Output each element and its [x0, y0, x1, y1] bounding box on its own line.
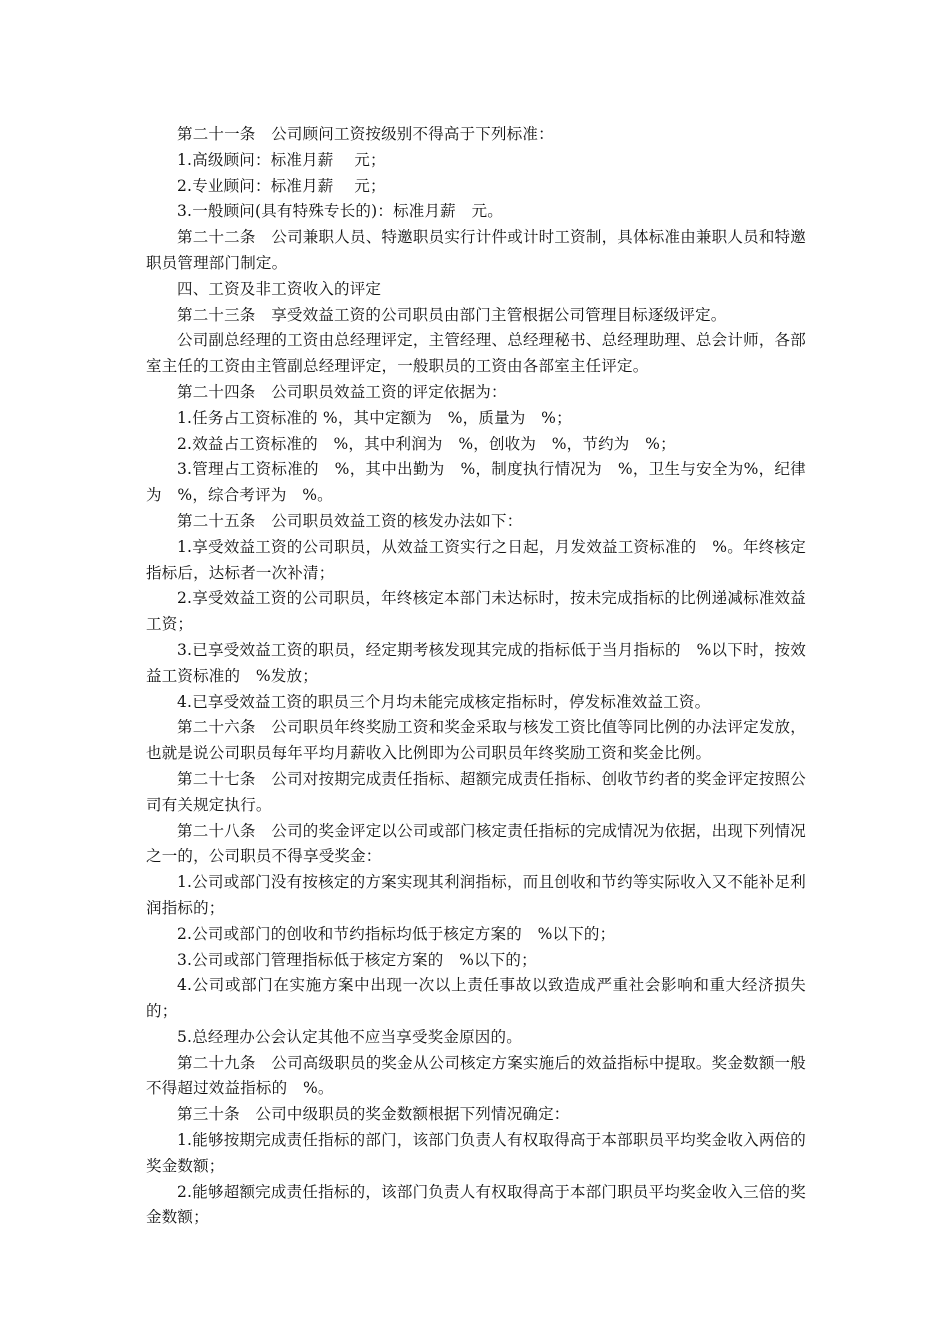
list-item: 1.公司或部门没有按核定的方案实现其利润指标，而且创收和节约等实际收入又不能补足利润指标的；: [146, 873, 806, 917]
list-item: 2.效益占工资标准的 %，其中利润为 %，创收为 %，节约为 %；: [177, 434, 676, 453]
list-item: 4.已享受效益工资的职员三个月均未能完成核定指标时，停发标准效益工资。: [177, 692, 711, 711]
paragraph: 公司副总经理的工资由总经理评定，主管经理、总经理秘书、总经理助理、总会计师，各部室主任的工资由主管副总经理评定，一般职员的工资由各部室主任评定。: [146, 331, 806, 376]
list-item: 1.能够按期完成责任指标的部门，该部门负责人有权取得高于本部职员平均奖金收入两倍的奖金数额；: [146, 1131, 806, 1175]
article-28-heading: 第二十八条 公司的奖金评定以公司或部门核定责任指标的完成情况为依据，出现下列情况之一的，公司职员不得享受奖金：: [146, 821, 806, 866]
list-item: 2.能够超额完成责任指标的，该部门负责人有权取得高于本部门职员平均奖金收入三倍的奖金数额；: [146, 1182, 806, 1227]
list-item: 1.享受效益工资的公司职员，从效益工资实行之日起，月发效益工资标准的 %。年终核定指标后，达标者一次补清；: [146, 537, 806, 582]
article-23: 第二十三条 享受效益工资的公司职员由部门主管根据公司管理目标逐级评定。: [177, 305, 727, 324]
document-body: [146, 122, 806, 1231]
list-item: 2.专业顾问：标准月薪 元；: [177, 176, 386, 195]
article-27: 第二十七条 公司对按期完成责任指标、超额完成责任指标、创收节约者的奖金评定按照公司有关规定执行。: [146, 769, 806, 814]
list-item: 4.公司或部门在实施方案中出现一次以上责任事故以致造成严重社会影响和重大经济损失的；: [146, 976, 806, 1021]
list-item: 3.公司或部门管理指标低于核定方案的 %以下的；: [177, 950, 537, 969]
article-24-heading: 第二十四条 公司职员效益工资的评定依据为：: [177, 382, 507, 401]
article-21-heading: 第二十一条 公司顾问工资按级别不得高于下列标准：: [177, 125, 554, 143]
list-item: 3.管理占工资标准的 %，其中出勤为 %，制度执行情况为 %，卫生与安全为%，纪律为 %，综合考评为 %。: [146, 460, 806, 505]
list-item: 3.一般顾问(具有特殊专长的)：标准月薪 元。: [177, 202, 503, 221]
article-25-heading: 第二十五条 公司职员效益工资的核发办法如下：: [177, 511, 523, 530]
article-22: 第二十二条 公司兼职人员、特邀职员实行计件或计时工资制，具体标准由兼职人员和特邀职员管理部门制定。: [146, 228, 806, 272]
article-29: 第二十九条 公司高级职员的奖金从公司核定方案实施后的效益指标中提取。奖金数额一般不得超过效益指标的 %。: [146, 1053, 806, 1098]
list-item: 3.已享受效益工资的职员，经定期考核发现其完成的指标低于当月指标的 %以下时，按效益工资标准的 %发放；: [146, 640, 806, 685]
list-item: 1.高级顾问：标准月薪 元；: [177, 150, 386, 169]
list-item: 2.公司或部门的创收和节约指标均低于核定方案的 %以下的；: [177, 924, 616, 943]
list-item: 1.任务占工资标准的 %，其中定额为 %，质量为 %；: [177, 408, 572, 427]
section-heading: 四、工资及非工资收入的评定: [177, 279, 382, 298]
article-26: 第二十六条 公司职员年终奖励工资和奖金采取与核发工资比值等同比例的办法评定发放，也就是说公司职员每年平均月薪收入比例即为公司职员年终奖励工资和奖金比例。: [146, 718, 806, 763]
list-item: 5.总经理办公会认定其他不应当享受奖金原因的。: [177, 1027, 522, 1046]
list-item: 2.享受效益工资的公司职员，年终核定本部门未达标时，按未完成指标的比例递减标准效益工资；: [146, 589, 806, 634]
article-30-heading: 第三十条 公司中级职员的奖金数额根据下列情况确定：: [177, 1105, 570, 1124]
